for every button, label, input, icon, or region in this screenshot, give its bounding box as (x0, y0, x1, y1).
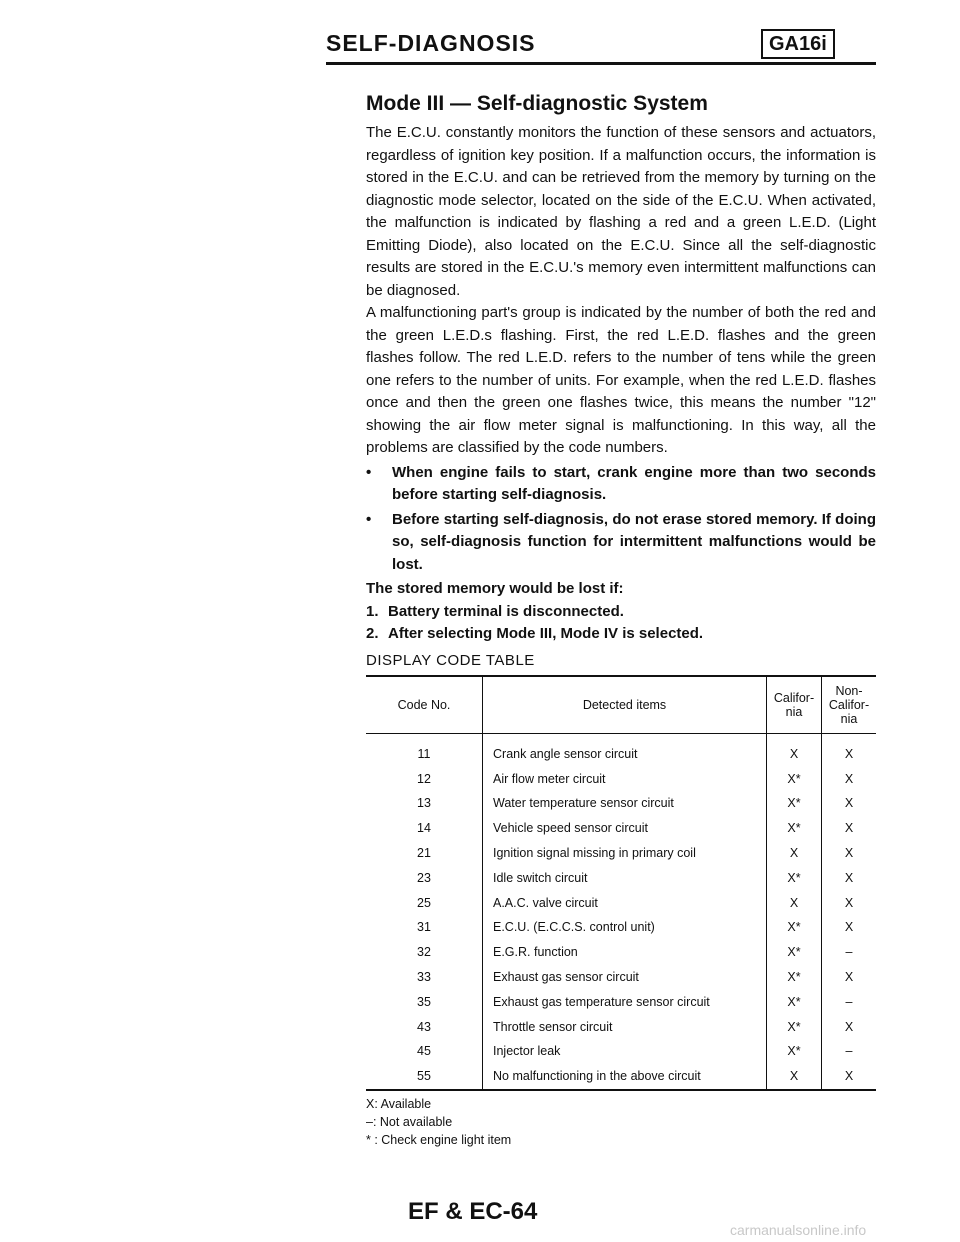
header-divider (326, 62, 876, 65)
california-cell: X (767, 733, 822, 766)
display-code-table (366, 675, 876, 1091)
non-california-cell: – (822, 940, 877, 965)
item-cell: Throttle sensor circuit (483, 1014, 767, 1039)
non-california-cell: X (822, 865, 877, 890)
main-content (366, 92, 876, 1149)
item-cell: A.A.C. valve circuit (483, 890, 767, 915)
item-cell: No malfunctioning in the above circuit (483, 1064, 767, 1090)
table-row (366, 1039, 876, 1064)
intro-paragraph: The E.C.U. constantly monitors the function of these sensors and actuators, regardless of ignition key position. If a malfunction occurs, the information is stored in the E.C.U. and can be retrieved from the memory by turning on the diagnostic mode selector, located on the side of the E.C.U. When activated, the malfunction is indicated by flashing a red and a green L.E.D. (Light Emitting Diode), also located on the E.C.U. Since all the self-diagnostic results are stored in the E.C.U.'s memory even intermittent malfunctions can be diagnosed. (366, 124, 876, 299)
california-cell: X* (767, 965, 822, 990)
table-row (366, 940, 876, 965)
page-number-label: EF & EC-64 (408, 1198, 538, 1225)
code-cell: 14 (417, 821, 431, 836)
table-header-row (366, 676, 876, 734)
california-cell: X* (767, 865, 822, 890)
non-california-cell: X (822, 841, 877, 866)
bullet-text: Before starting self-diagnosis, do not erase stored memory. If doing so, self-diagnosis function for intermittent malfunctions would be lost. (392, 510, 876, 573)
header-detected-items: Detected items (483, 676, 767, 734)
california-cell: X* (767, 816, 822, 841)
item-cell: Water temperature sensor circuit (483, 791, 767, 816)
california-cell: X (767, 1064, 822, 1090)
item-cell: Air flow meter circuit (483, 766, 767, 791)
item-cell: Injector leak (483, 1039, 767, 1064)
table-row (366, 965, 876, 990)
code-cell: 31 (417, 920, 431, 935)
code-cell: 45 (417, 1044, 431, 1059)
numbered-text: After selecting Mode III, Mode IV is selected. (388, 625, 704, 642)
table-row (366, 733, 876, 766)
item-cell: Crank angle sensor circuit (483, 733, 767, 766)
legend-item: X: Available (366, 1096, 432, 1111)
numbered-item (366, 623, 876, 646)
code-cell: 13 (417, 796, 431, 811)
california-cell: X* (767, 791, 822, 816)
led-explanation-paragraph: A malfunctioning part's group is indicated by the number of both the red and the green L.E.D.s flashing. First, the red L.E.D. flashes and the green flashes follow. The red L.E.D. refers to the number of tens while the green one refers to the number of units. For example, when the red L.E.D. flashes once and then the green one flashes twice, this means the number "12" showing the air flow meter signal is malfunctioning. In this way, all the problems are classified by the code numbers. (366, 304, 876, 456)
code-cell: 55 (366, 1064, 483, 1090)
bullet-text: When engine fails to start, crank engine more than two seconds before starting self-diagnosis. (392, 463, 876, 503)
numbered-text: Battery terminal is disconnected. (388, 602, 624, 620)
table-row (366, 841, 876, 866)
item-cell: E.G.R. function (483, 940, 767, 965)
non-california-cell: X (822, 791, 877, 816)
code-cell: 32 (417, 945, 431, 960)
non-california-cell: X (822, 733, 877, 766)
non-california-cell: – (822, 1039, 877, 1064)
legend-item: –: Not available (366, 1114, 453, 1129)
table-title: DISPLAY CODE TABLE (366, 651, 535, 669)
item-cell: Ignition signal missing in primary coil (483, 841, 767, 866)
table-row (366, 865, 876, 890)
table-row (366, 1064, 876, 1090)
code-cell: 35 (417, 994, 431, 1009)
numbered-index: 1. (366, 602, 379, 620)
california-cell: X (767, 841, 822, 866)
code-cell: 33 (417, 970, 431, 985)
california-cell: X* (767, 766, 822, 791)
non-california-cell: X (822, 1064, 877, 1090)
legend-item: * : Check engine light item (366, 1132, 512, 1147)
non-california-cell: X (822, 766, 877, 791)
table-row (366, 766, 876, 791)
code-cell: 23 (417, 870, 431, 885)
header-non-california: Non- Califor- nia (822, 676, 877, 734)
california-cell: X* (767, 915, 822, 940)
table-legend (366, 1095, 876, 1149)
memory-lost-heading: The stored memory would be lost if: (366, 580, 624, 597)
non-california-cell: X (822, 965, 877, 990)
code-cell: 11 (417, 746, 431, 761)
code-cell: 21 (417, 846, 431, 861)
item-cell: Exhaust gas sensor circuit (483, 965, 767, 990)
non-california-cell: X (822, 1014, 877, 1039)
item-cell: Exhaust gas temperature sensor circuit (483, 989, 767, 1014)
non-california-cell: X (822, 890, 877, 915)
california-cell: X (767, 890, 822, 915)
california-cell: X* (767, 1014, 822, 1039)
bullet-item (366, 462, 876, 507)
engine-code-badge: GA16i (761, 29, 835, 59)
non-california-cell: X (822, 816, 877, 841)
california-cell: X* (767, 940, 822, 965)
table-row (366, 816, 876, 841)
item-cell: Vehicle speed sensor circuit (483, 816, 767, 841)
watermark-text: carmanualsonline.info (730, 1222, 867, 1238)
header-california: Califor- nia (767, 676, 822, 734)
header-code-no: Code No. (366, 676, 483, 734)
bullet-item (366, 509, 876, 577)
table-row (366, 915, 876, 940)
item-cell: E.C.U. (E.C.C.S. control unit) (483, 915, 767, 940)
california-cell: X* (767, 989, 822, 1014)
section-title: Mode III — Self-diagnostic System (366, 92, 708, 115)
code-cell: 43 (417, 1019, 431, 1034)
item-cell: Idle switch circuit (483, 865, 767, 890)
bullet-dot-icon: • (366, 463, 372, 481)
non-california-cell: – (822, 989, 877, 1014)
table-row (366, 989, 876, 1014)
numbered-index: 2. (366, 625, 379, 642)
california-cell: X* (767, 1039, 822, 1064)
table-row (366, 791, 876, 816)
bullet-dot-icon: • (366, 510, 372, 528)
table-row (366, 890, 876, 915)
code-cell: 12 (417, 771, 431, 786)
page-header-title: SELF-DIAGNOSIS (326, 30, 536, 56)
numbered-item (366, 601, 876, 624)
table-row (366, 1014, 876, 1039)
non-california-cell: X (822, 915, 877, 940)
code-cell: 25 (417, 895, 431, 910)
